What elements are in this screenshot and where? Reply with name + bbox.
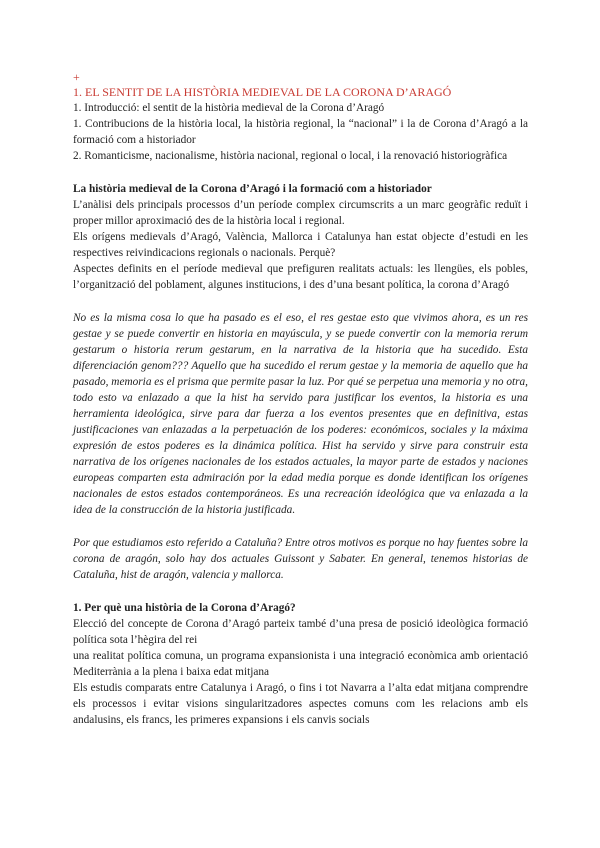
- document-title: 1. EL SENTIT DE LA HISTÒRIA MEDIEVAL DE LA CORONA D’ARAGÓ: [73, 85, 452, 99]
- italic-note: No es la misma cosa lo que ha pasado es el eso, el res gestae esto que vivimos ahora, es un res gestae y se puede convertir en historia en mayúscula, y se puede convertir con la memoria rerum gestarum o historia rerum gestarum, en la narrativa de la historia que ha sucedido. Esta diferenciación genom??? Aquello que ha sucedido el rerum gestae y la memoria de aquello que ha pasado, memoria es el prisma que permite pasar la luz. Por qué se perpetua una memoria y no otra, todo esto va enlazado a que la hist ha servido para justificar los eventos, la historia es una herramienta ideológica, sirve para dar fuerza a los eventos presentes que en definitiva, estas justificaciones van enlazadas a la perpetuación de los poderes: económicos, sociales y la máxima expresión de estos poderes es la dinámica política. Hist ha servido y sirve para construir esta narrativa de los orígenes nacionales de los estados actuales, la mayor parte de estados y naciones europeas comparten esta admiración por la edad media porque es donde identifican los orígenes nacionales de estos estados contemporáneos. Es una recreación ideológica que va enlazada a la idea de la construcción de la historia justificada.: [73, 312, 528, 516]
- intro-line: 1. Introducció: el sentit de la història medieval de la Corona d’Aragó: [73, 102, 385, 114]
- intro-line: 2. Romanticisme, nacionalisme, història nacional, regional o local, i la renovació historiogràfica: [73, 150, 508, 162]
- section-heading: La història medieval de la Corona d’Aragó i la formació com a historiador: [73, 183, 432, 195]
- paragraph: Els estudis comparats entre Catalunya i Aragó, o fins i tot Navarra a l’alta edat mitjana comprendre els processos i evitar visions singularitzadores aspectes comuns com les relacions amb els andalusins, els francs, les primeres expansions i els canvis socials: [73, 682, 528, 726]
- section-heading: 1. Per què una història de la Corona d’Aragó?: [73, 602, 296, 614]
- document-page: [73, 71, 528, 728]
- italic-note: Por que estudiamos esto referido a Cataluña? Entre otros motivos es porque no hay fuentes sobre la corona de aragón, solo hay dos actuales Guissont y Sabater. En general, tenemos historias de Cataluña, hist de aragón, valencia y mallorca.: [73, 537, 528, 581]
- intro-line: 1. Contribucions de la història local, la història regional, la “nacional” i la de Corona d’Aragó a la formació com a historiador: [73, 118, 528, 146]
- plus-marker: +: [73, 70, 80, 84]
- paragraph: Elecció del concepte de Corona d’Aragó parteix també d’una presa de posició ideològica formació política sota l’hègira del rei: [73, 618, 528, 646]
- paragraph: Els orígens medievals d’Aragó, València, Mallorca i Catalunya han estat objecte d’estudi en les respectives reivindicacions regionals o nacionals. Perquè?: [73, 231, 528, 259]
- paragraph: L’anàlisi dels principals processos d’un període complex circumscrits a un marc geogràfic reduït i proper millor aproximació des de la història local i regional.: [73, 199, 528, 227]
- paragraph: una realitat política comuna, un programa expansionista i una integració econòmica amb orientació Mediterrània a la plena i baixa edat mitjana: [73, 650, 528, 678]
- paragraph: Aspectes definits en el període medieval que prefiguren realitats actuals: les llengües, els pobles, l’organització del poblament, algunes institucions, i des d’una besant política, la corona d’Aragó: [73, 263, 528, 291]
